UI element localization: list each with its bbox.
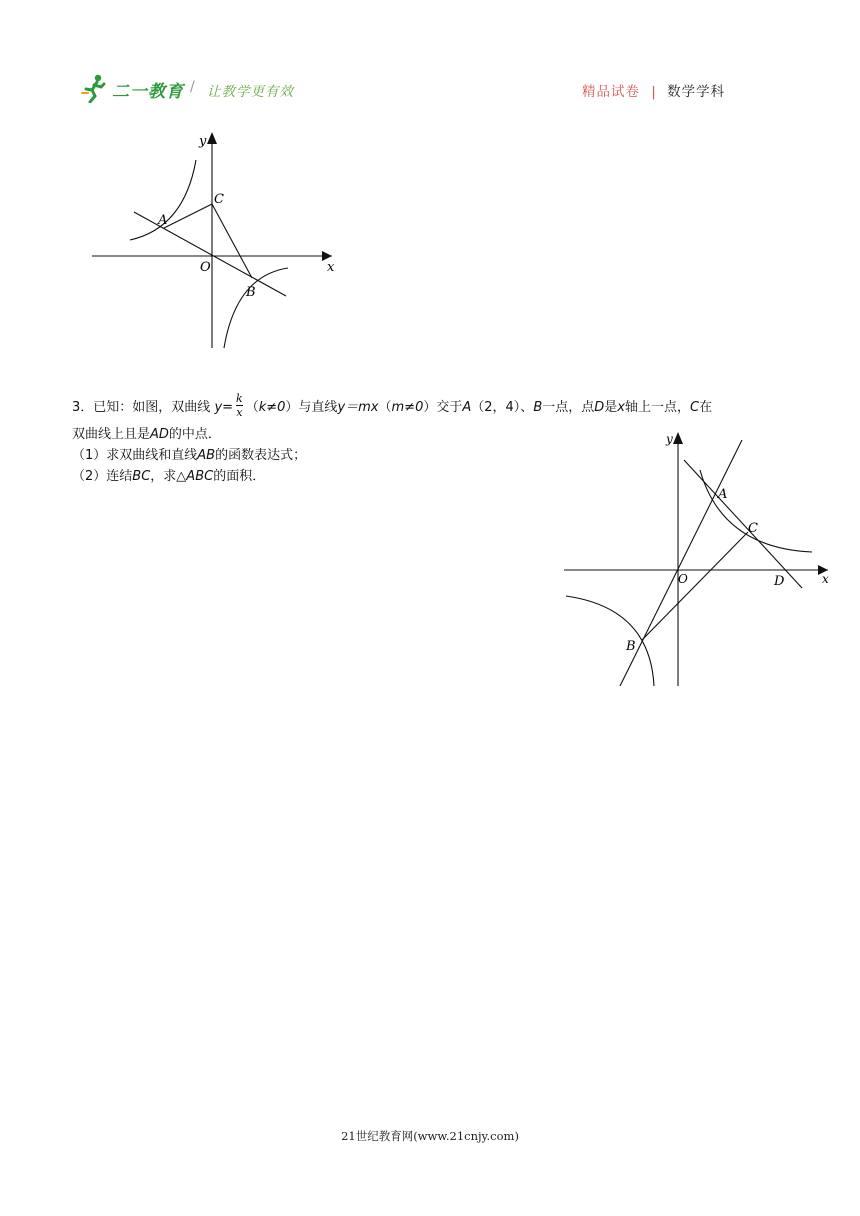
label-a: A <box>718 487 728 502</box>
hyperbola-branch-third-quadrant <box>566 596 654 686</box>
header-tags <box>582 80 725 100</box>
stem-text: 一点，点 <box>542 400 595 415</box>
question-text: （2）连结 <box>72 469 133 484</box>
stem-text: 是 <box>604 400 618 415</box>
label-d: D <box>774 574 785 589</box>
y-axis-arrow-icon <box>207 132 217 144</box>
fraction-numerator: k <box>236 392 243 405</box>
label-x: x <box>327 260 335 275</box>
stem-text: ）交于 <box>423 400 463 415</box>
runner-logo-icon <box>80 73 108 103</box>
tag-subject: 数学学科 <box>667 84 726 100</box>
stem-text: （ <box>378 400 392 415</box>
hyperbola-branch-first-quadrant <box>700 470 812 552</box>
y-axis-arrow-icon <box>673 432 683 444</box>
segment-bc-label: BC <box>132 469 151 484</box>
stem-text: （ <box>245 400 259 415</box>
brand-name: 二一教育 <box>112 82 184 102</box>
problem-3-stem-line-2 <box>72 424 221 446</box>
stem-text: 的中点． <box>168 427 221 442</box>
question-1 <box>72 445 306 467</box>
figure-1-hyperbola-triangle <box>88 128 340 352</box>
stem-text: 在 <box>699 400 713 415</box>
tag-premium-paper: 精品试卷 <box>582 84 640 100</box>
label-b: B <box>626 639 636 654</box>
line-ad <box>684 460 802 588</box>
segment-ad: AD <box>150 427 169 442</box>
page-header <box>0 0 860 110</box>
label-y: y <box>199 134 207 149</box>
segment-cb <box>212 204 252 278</box>
label-y: y <box>666 432 673 446</box>
brand-slogan: 让教学更有效 <box>207 84 294 100</box>
line-ab <box>134 212 286 296</box>
question-2 <box>72 466 265 488</box>
label-c: C <box>214 192 224 207</box>
point-a: A <box>462 400 472 415</box>
label-c: C <box>748 521 758 536</box>
label-o: O <box>678 572 688 586</box>
m-condition: m≠0 <box>391 400 424 415</box>
question-text: 的面积． <box>213 469 266 484</box>
brand-divider: / <box>190 79 195 95</box>
label-x: x <box>822 572 829 586</box>
point-d: D <box>594 400 605 415</box>
label-o: O <box>200 260 211 275</box>
stem-text: 轴上一点， <box>624 400 690 415</box>
fraction-k-over-x <box>236 392 243 419</box>
question-text: （1）求双曲线和直线 <box>72 448 198 463</box>
stem-text: （2，4）、 <box>471 400 534 415</box>
function-lhs: y= <box>214 400 234 415</box>
line-ab-label: AB <box>197 448 216 463</box>
tag-separator: | <box>651 84 656 100</box>
stem-text: 双曲线上且是 <box>72 427 151 442</box>
x-var: x <box>617 400 625 415</box>
question-text: 的函数表达式； <box>215 448 307 463</box>
point-b: B <box>533 400 543 415</box>
question-text: ，求 <box>150 469 177 484</box>
k-condition: k≠0 <box>258 400 286 415</box>
problem-number: 3． <box>72 400 94 415</box>
problem-3-stem-line-1 <box>72 394 712 421</box>
figure-2-hyperbola-line <box>562 430 837 692</box>
label-b: B <box>246 285 256 300</box>
line-ab <box>620 440 742 686</box>
point-c: C <box>690 400 700 415</box>
stem-text: ）与直线 <box>285 400 338 415</box>
line-equation: y＝mx <box>337 400 379 415</box>
page-footer: 21世纪教育网(www.21cnjy.com) <box>341 1129 519 1143</box>
fraction-denominator: x <box>236 406 243 419</box>
stem-text: 已知：如图，双曲线 <box>93 400 211 415</box>
triangle-abc-label: △ABC <box>176 469 214 484</box>
segment-bc <box>642 532 748 640</box>
label-a: A <box>158 213 168 228</box>
